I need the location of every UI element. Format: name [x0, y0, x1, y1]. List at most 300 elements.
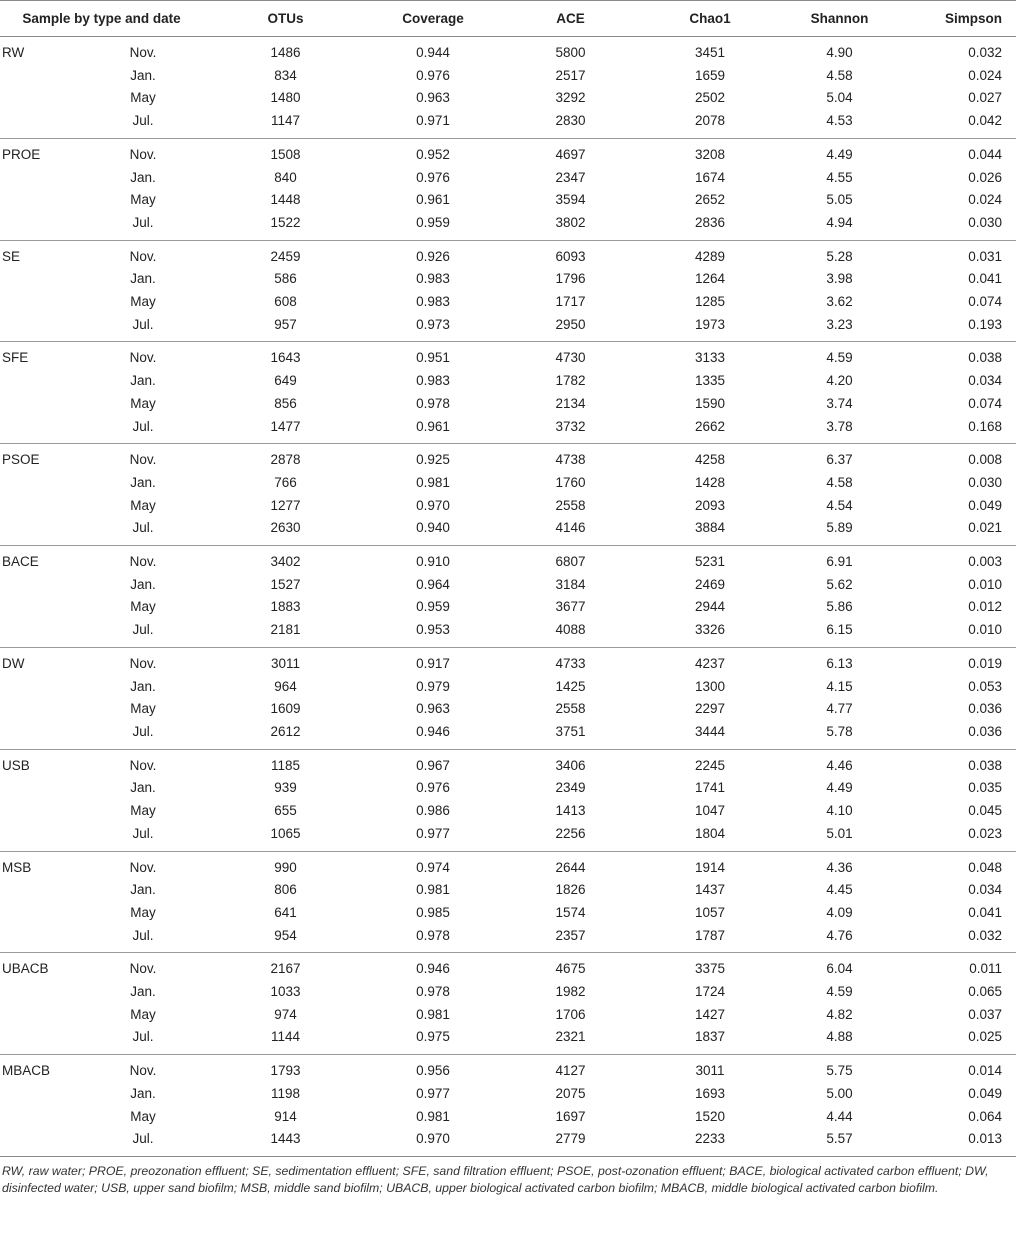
sample-type-cell: [0, 879, 83, 902]
shannon-cell: 6.13: [777, 647, 902, 675]
chao1-cell: 1973: [694, 316, 726, 332]
sample-type-cell: [0, 291, 83, 314]
sample-type-cell: [0, 925, 83, 953]
date-cell: Jul.: [132, 927, 154, 943]
ace-cell: 1706: [555, 1006, 586, 1022]
ace-cell: 5800: [555, 45, 586, 60]
sample-type-cell: [0, 619, 83, 647]
table-row: [0, 65, 1016, 88]
coverage-cell: 0.953: [416, 622, 450, 638]
table-row: [0, 1083, 1016, 1106]
table-row: [0, 1128, 1016, 1156]
chao1-cell: 1057: [694, 904, 726, 920]
coverage-cell: 0.973: [416, 316, 450, 332]
chao1-cell: 1300: [694, 678, 726, 694]
simpson-cell: 0.053: [968, 678, 1003, 694]
otus-cell: 1147: [271, 113, 301, 129]
coverage-cell: 0.985: [416, 904, 450, 920]
simpson-cell: 0.064: [968, 1108, 1003, 1124]
table-row: [0, 212, 1016, 240]
date-cell: Jan.: [130, 780, 156, 796]
ace-cell: 3677: [555, 599, 586, 615]
date-cell: Jul.: [132, 825, 154, 841]
otus-cell: 1448: [270, 192, 301, 208]
otus-cell: 586: [274, 271, 297, 287]
simpson-cell: 0.074: [968, 395, 1003, 411]
sample-group: [0, 647, 1016, 749]
sample-type-cell: [0, 721, 83, 749]
table-row: [0, 902, 1016, 925]
chao1-cell: 2078: [694, 113, 726, 129]
otus-cell: 608: [274, 294, 297, 310]
table-row: [0, 777, 1016, 800]
otus-cell: 655: [274, 803, 297, 819]
table-row: [0, 342, 1016, 370]
coverage-cell: 0.946: [368, 953, 498, 981]
shannon-cell: 5.89: [826, 520, 853, 536]
otus-cell: 1198: [271, 1085, 301, 1101]
otus-cell: 1508: [203, 138, 368, 166]
otus-cell: 954: [274, 927, 297, 943]
shannon-cell: 4.77: [826, 701, 853, 717]
table-row: [0, 574, 1016, 597]
ace-cell: 2644: [498, 851, 643, 879]
table-row: [0, 472, 1016, 495]
table-row: [0, 647, 1016, 675]
otus-cell: 974: [274, 1006, 297, 1022]
sample-type-cell: [0, 517, 83, 545]
date-cell: Nov.: [83, 953, 203, 981]
chao1-cell: 3326: [694, 622, 726, 638]
sample-group: [0, 953, 1016, 1055]
coverage-cell: 0.983: [416, 294, 450, 310]
coverage-cell: 0.983: [416, 373, 450, 389]
coverage-cell: 0.967: [368, 749, 498, 777]
otus-cell: 914: [274, 1108, 297, 1124]
shannon-cell: 4.54: [826, 497, 853, 513]
table-row: [0, 953, 1016, 981]
sample-type-cell: PROE: [0, 138, 83, 166]
table-row: [0, 416, 1016, 444]
table-row: [0, 1106, 1016, 1129]
sample-group: [0, 546, 1016, 648]
shannon-cell: 4.76: [826, 927, 853, 943]
chao1-cell: 3011: [643, 1055, 777, 1083]
coverage-cell: 0.944: [416, 45, 450, 60]
sample-type-cell: [0, 823, 83, 851]
ace-cell: 1717: [555, 294, 586, 310]
table-row: [0, 138, 1016, 166]
otus-cell: 1793: [203, 1055, 368, 1083]
date-cell: May: [130, 701, 156, 717]
shannon-cell: 5.62: [826, 576, 853, 592]
header-simpson: Simpson: [902, 1, 1016, 37]
date-cell: Jan.: [130, 678, 156, 694]
chao1-cell: 2944: [694, 599, 726, 615]
simpson-cell: 0.044: [902, 138, 1016, 166]
ace-cell: 2517: [555, 67, 586, 83]
shannon-cell: 4.44: [826, 1108, 853, 1124]
coverage-cell: 0.917: [368, 647, 498, 675]
chao1-cell: 1804: [694, 825, 726, 841]
sample-type-cell: [0, 314, 83, 342]
date-cell: May: [130, 395, 156, 411]
simpson-cell: 0.031: [902, 240, 1016, 268]
date-cell: Jan.: [130, 169, 156, 185]
ace-cell: 2779: [498, 1128, 643, 1156]
sample-group: [0, 749, 1016, 851]
coverage-cell: 0.961: [416, 192, 450, 208]
otus-cell: 649: [274, 373, 297, 389]
otus-cell: 806: [274, 882, 297, 898]
ace-cell: 2134: [555, 395, 586, 411]
simpson-cell: 0.049: [968, 497, 1003, 513]
date-cell: Jan.: [130, 576, 156, 592]
shannon-cell: 4.88: [826, 1029, 853, 1045]
sample-type-cell: [0, 87, 83, 110]
date-cell: May: [130, 294, 156, 310]
simpson-cell: 0.027: [968, 90, 1003, 106]
otus-cell: 1477: [270, 418, 301, 434]
sample-type-cell: [0, 370, 83, 393]
sample-type-cell: SE: [0, 240, 83, 268]
otus-cell: 1277: [270, 497, 301, 513]
shannon-cell: 5.75: [777, 1055, 902, 1083]
shannon-cell: 5.86: [826, 599, 853, 615]
sample-type-cell: [0, 981, 83, 1004]
chao1-cell: 1787: [694, 927, 726, 943]
sample-type-cell: [0, 189, 83, 212]
otus-cell: 641: [274, 904, 297, 920]
ace-cell: 6807: [498, 546, 643, 574]
otus-cell: 2630: [270, 520, 301, 536]
table-row: [0, 1055, 1016, 1083]
sample-type-cell: [0, 1083, 83, 1106]
otus-cell: 3402: [203, 546, 368, 574]
chao1-cell: 2297: [694, 701, 726, 717]
ace-cell: 2256: [555, 825, 586, 841]
date-cell: Nov.: [83, 546, 203, 574]
table-row: [0, 596, 1016, 619]
shannon-cell: 4.94: [826, 214, 853, 230]
ace-cell: 6093: [498, 240, 643, 268]
simpson-cell: 0.026: [968, 169, 1003, 185]
ace-cell: 4675: [498, 953, 643, 981]
chao1-cell: 4289: [643, 240, 777, 268]
table-row: [0, 1004, 1016, 1027]
otus-cell: 1480: [270, 90, 301, 106]
date-cell: May: [130, 1108, 156, 1124]
header-coverage: Coverage: [368, 1, 498, 37]
ace-cell: 2558: [555, 497, 586, 513]
shannon-cell: 3.98: [826, 271, 853, 287]
simpson-cell: 0.193: [968, 316, 1003, 332]
coverage-cell: 0.976: [416, 169, 450, 185]
chao1-cell: 2662: [694, 418, 726, 434]
shannon-cell: 3.23: [826, 316, 853, 332]
sample-group: [0, 851, 1016, 953]
sample-group: [0, 240, 1016, 342]
ace-cell: 1425: [555, 678, 586, 694]
date-cell: Jan.: [130, 984, 156, 1000]
shannon-cell: 4.09: [826, 904, 853, 920]
sample-type-cell: [0, 472, 83, 495]
table-row: [0, 749, 1016, 777]
coverage-cell: 0.981: [416, 1006, 450, 1022]
chao1-cell: 3208: [643, 138, 777, 166]
shannon-cell: 5.01: [826, 825, 853, 841]
date-cell: Jul.: [132, 520, 154, 536]
otus-cell: 957: [274, 316, 297, 332]
otus-cell: 1486: [270, 45, 301, 60]
chao1-cell: 2233: [643, 1128, 777, 1156]
coverage-cell: 0.951: [368, 342, 498, 370]
sample-type-cell: UBACB: [0, 953, 83, 981]
sample-type-cell: [0, 800, 83, 823]
ace-cell: 4730: [498, 342, 643, 370]
coverage-cell: 0.978: [416, 395, 450, 411]
header-chao1: Chao1: [643, 1, 777, 37]
otus-cell: 2459: [203, 240, 368, 268]
chao1-cell: 2836: [694, 214, 726, 230]
date-cell: Jul.: [132, 418, 154, 434]
simpson-cell: 0.065: [968, 984, 1003, 1000]
table-row: [0, 37, 1016, 65]
shannon-cell: 5.78: [826, 723, 853, 739]
shannon-cell: 6.04: [777, 953, 902, 981]
table-row: [0, 823, 1016, 851]
header-sample: Sample by type and date: [0, 1, 203, 37]
simpson-cell: 0.010: [968, 622, 1003, 638]
shannon-cell: 4.59: [826, 984, 853, 1000]
otus-cell: 766: [274, 474, 297, 490]
sample-type-cell: [0, 110, 83, 138]
date-cell: Nov.: [83, 851, 203, 879]
date-cell: May: [130, 904, 156, 920]
simpson-cell: 0.034: [968, 373, 1003, 389]
ace-cell: 2558: [555, 701, 586, 717]
simpson-cell: 0.032: [968, 45, 1003, 60]
simpson-cell: 0.019: [902, 647, 1016, 675]
shannon-cell: 6.37: [777, 444, 902, 472]
sample-type-cell: [0, 1026, 83, 1054]
shannon-cell: 4.58: [826, 67, 853, 83]
table-row: [0, 517, 1016, 545]
shannon-cell: 5.04: [826, 90, 853, 106]
table-row: [0, 851, 1016, 879]
otus-cell: 1522: [270, 214, 301, 230]
chao1-cell: 1741: [694, 780, 726, 796]
date-cell: Nov.: [83, 444, 203, 472]
ace-cell: 2075: [555, 1085, 586, 1101]
simpson-cell: 0.011: [902, 953, 1016, 981]
simpson-cell: 0.074: [968, 294, 1003, 310]
simpson-cell: 0.014: [902, 1055, 1016, 1083]
otus-cell: 1065: [270, 825, 301, 841]
table-row: [0, 495, 1016, 518]
table-row: [0, 370, 1016, 393]
shannon-cell: 4.49: [777, 138, 902, 166]
shannon-cell: 4.36: [777, 851, 902, 879]
ace-cell: 1826: [555, 882, 586, 898]
simpson-cell: 0.041: [968, 904, 1003, 920]
simpson-cell: 0.038: [902, 749, 1016, 777]
simpson-cell: 0.024: [968, 192, 1003, 208]
coverage-cell: 0.981: [416, 474, 450, 490]
otus-cell: 1144: [271, 1029, 301, 1045]
simpson-cell: 0.023: [968, 825, 1003, 841]
shannon-cell: 4.49: [826, 780, 853, 796]
simpson-cell: 0.038: [902, 342, 1016, 370]
shannon-cell: 3.78: [826, 418, 853, 434]
otus-cell: 2612: [270, 723, 301, 739]
shannon-cell: 4.15: [826, 678, 853, 694]
sample-type-cell: [0, 902, 83, 925]
table-row: [0, 189, 1016, 212]
coverage-cell: 0.971: [416, 113, 450, 129]
sample-type-cell: DW: [0, 647, 83, 675]
header-ace: ACE: [498, 1, 643, 37]
ace-cell: 3184: [555, 576, 586, 592]
date-cell: Nov.: [129, 45, 157, 60]
ace-cell: 1782: [555, 373, 586, 389]
coverage-cell: 0.946: [416, 723, 450, 739]
otus-cell: 964: [274, 678, 297, 694]
simpson-cell: 0.036: [968, 723, 1003, 739]
simpson-cell: 0.032: [968, 927, 1003, 943]
coverage-cell: 0.981: [416, 882, 450, 898]
chao1-cell: 3451: [694, 45, 726, 60]
table-header: [0, 1, 1016, 37]
date-cell: Jul.: [132, 723, 154, 739]
date-cell: Jul.: [132, 316, 154, 332]
otus-cell: 1033: [270, 984, 301, 1000]
chao1-cell: 3133: [643, 342, 777, 370]
date-cell: Jan.: [130, 474, 156, 490]
coverage-cell: 0.983: [416, 271, 450, 287]
sample-type-cell: [0, 676, 83, 699]
ace-cell: 4697: [498, 138, 643, 166]
chao1-cell: 5231: [643, 546, 777, 574]
sample-type-cell: [0, 268, 83, 291]
date-cell: Nov.: [83, 749, 203, 777]
simpson-cell: 0.012: [968, 599, 1003, 615]
ace-cell: 3292: [555, 90, 586, 106]
ace-cell: 2349: [555, 780, 586, 796]
ace-cell: 3732: [555, 418, 586, 434]
ace-cell: 3802: [555, 214, 586, 230]
simpson-cell: 0.045: [968, 803, 1003, 819]
otus-cell: 2181: [270, 622, 301, 638]
coverage-cell: 0.978: [416, 984, 450, 1000]
date-cell: Jul.: [132, 1029, 154, 1045]
chao1-cell: 1914: [643, 851, 777, 879]
date-cell: Nov.: [83, 1055, 203, 1083]
sample-group: [0, 37, 1016, 139]
date-cell: Nov.: [83, 138, 203, 166]
otus-cell: 1883: [270, 599, 301, 615]
coverage-cell: 0.959: [416, 599, 450, 615]
ace-cell: 2357: [555, 927, 586, 943]
shannon-cell: 4.58: [826, 474, 853, 490]
coverage-cell: 0.976: [416, 780, 450, 796]
table-row: [0, 444, 1016, 472]
otus-cell: 856: [274, 395, 297, 411]
chao1-cell: 1590: [694, 395, 726, 411]
shannon-cell: 5.00: [826, 1085, 853, 1101]
chao1-cell: 2652: [694, 192, 726, 208]
coverage-cell: 0.956: [368, 1055, 498, 1083]
table-row: [0, 879, 1016, 902]
otus-cell: 1185: [203, 749, 368, 777]
table-row: [0, 676, 1016, 699]
table-row: [0, 800, 1016, 823]
sample-group: [0, 138, 1016, 240]
date-cell: Nov.: [83, 647, 203, 675]
chao1-cell: 1724: [694, 984, 726, 1000]
chao1-cell: 2093: [694, 497, 726, 513]
sample-type-cell: [0, 393, 83, 416]
otus-cell: 1527: [270, 576, 301, 592]
date-cell: Nov.: [83, 342, 203, 370]
coverage-cell: 0.952: [368, 138, 498, 166]
date-cell: Jul.: [132, 214, 154, 230]
shannon-cell: 4.20: [826, 373, 853, 389]
ace-cell: 2347: [555, 169, 586, 185]
chao1-cell: 2245: [643, 749, 777, 777]
sample-type-cell: [0, 212, 83, 240]
date-cell: Jan.: [130, 67, 156, 83]
table-row: [0, 925, 1016, 953]
sample-type-cell: MSB: [0, 851, 83, 879]
ace-cell: 4738: [498, 444, 643, 472]
chao1-cell: 1047: [694, 803, 726, 819]
shannon-cell: 4.82: [826, 1006, 853, 1022]
chao1-cell: 1659: [694, 67, 726, 83]
sample-type-cell: [0, 574, 83, 597]
coverage-cell: 0.963: [416, 701, 450, 717]
otus-cell: 1609: [270, 701, 301, 717]
coverage-cell: 0.979: [416, 678, 450, 694]
coverage-cell: 0.925: [368, 444, 498, 472]
date-cell: Jan.: [130, 271, 156, 287]
otus-cell: 2878: [203, 444, 368, 472]
date-cell: Jan.: [130, 1085, 156, 1101]
sample-type-cell: [0, 1128, 83, 1156]
chao1-cell: 1837: [694, 1029, 726, 1045]
chao1-cell: 1264: [694, 271, 726, 287]
date-cell: Nov.: [83, 240, 203, 268]
table-row: [0, 721, 1016, 749]
sample-type-cell: [0, 698, 83, 721]
shannon-cell: 4.90: [826, 45, 853, 60]
simpson-cell: 0.025: [968, 1029, 1003, 1045]
ace-cell: 4088: [555, 622, 586, 638]
date-cell: Jul.: [83, 1128, 203, 1156]
header-otus: OTUs: [203, 1, 368, 37]
shannon-cell: 4.46: [777, 749, 902, 777]
date-cell: Jul.: [132, 113, 154, 129]
shannon-cell: 4.53: [826, 113, 853, 129]
date-cell: May: [130, 1006, 156, 1022]
table-row: [0, 240, 1016, 268]
coverage-cell: 0.976: [416, 67, 450, 83]
table-row: [0, 546, 1016, 574]
simpson-cell: 0.049: [968, 1085, 1003, 1101]
simpson-cell: 0.030: [968, 474, 1003, 490]
simpson-cell: 0.003: [902, 546, 1016, 574]
chao1-cell: 1520: [694, 1108, 726, 1124]
